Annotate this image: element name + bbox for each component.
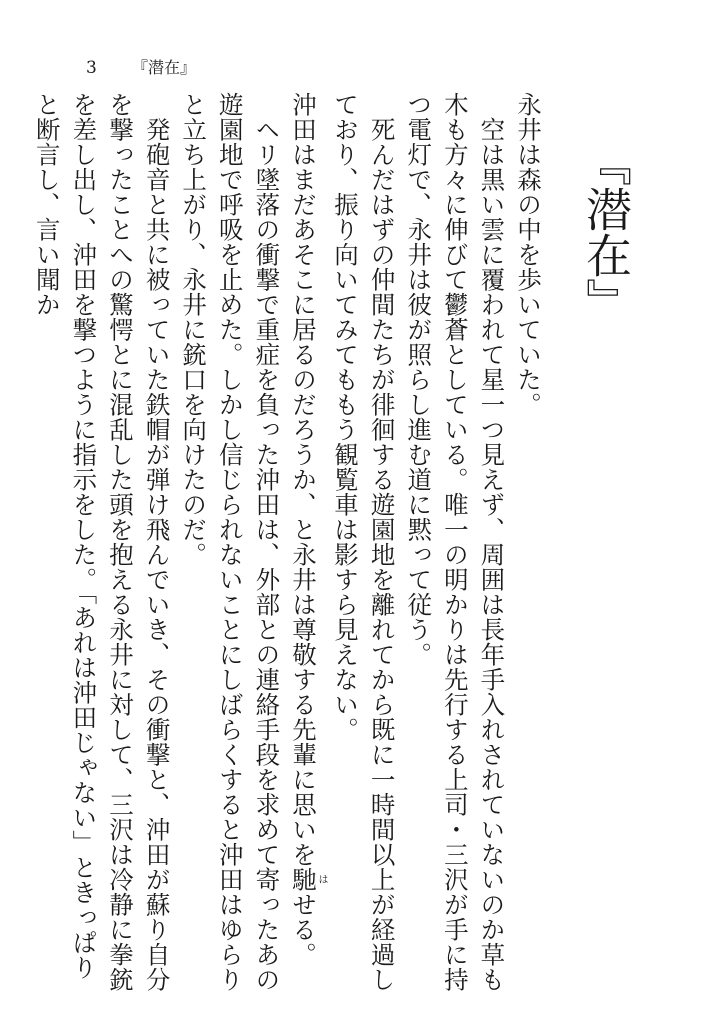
paragraph-text: 沖田はまだあそこに居るのだろうか、と永井は尊敬する先輩に思いを [288,92,318,867]
paragraph: 空は黒い雲に覆われて星一つ見えず、周囲は長年手入れされていないのか草も木も方々に伸びて鬱蒼としている。唯一の明かりは先行する上司・三沢が手に持つ電灯で、永井は彼が照らし進む道に黙って従う。 [404,92,507,992]
paragraph: 永井は森の中を歩いていた。 [514,92,543,417]
paragraph: ヘリ墜落の衝撃で重症を負った沖田は、外部との連絡手段を求めて寄ったあの遊園地で呼吸を止めた。しかし信じられないことにしばらくすると沖田はゆらりと立ち上がり、永井に銃口を向けたのだ。 [179,92,282,992]
paragraph [284,92,326,992]
paragraph-text: せる。 [288,892,318,967]
paragraph: 死んだはずの仲間たちが徘徊する遊園地を離れてから既に一時間以上が経過しており、振り向いてみてももう観覧車は影すら見えない。 [331,92,397,992]
running-head: 『潜在』 [132,58,197,77]
body-text [32,92,546,992]
page-number: 3 [86,58,97,78]
chapter-title: 『潜在』 [579,140,633,324]
ruby-word: 馳は [288,867,327,892]
paragraph: 発砲音と共に被っていた鉄帽が弾け飛んでいき、その衝撃と、沖田が蘇り自分を撃ったことへの驚愕とに混乱した頭を抱える永井に対して、三沢は冷静に拳銃を差し出し、沖田を撃つように指示をした。「あれは沖田じゃない」ときっぱりと断言し、言い聞か [32,92,172,992]
ruby-reading: は [315,867,327,892]
